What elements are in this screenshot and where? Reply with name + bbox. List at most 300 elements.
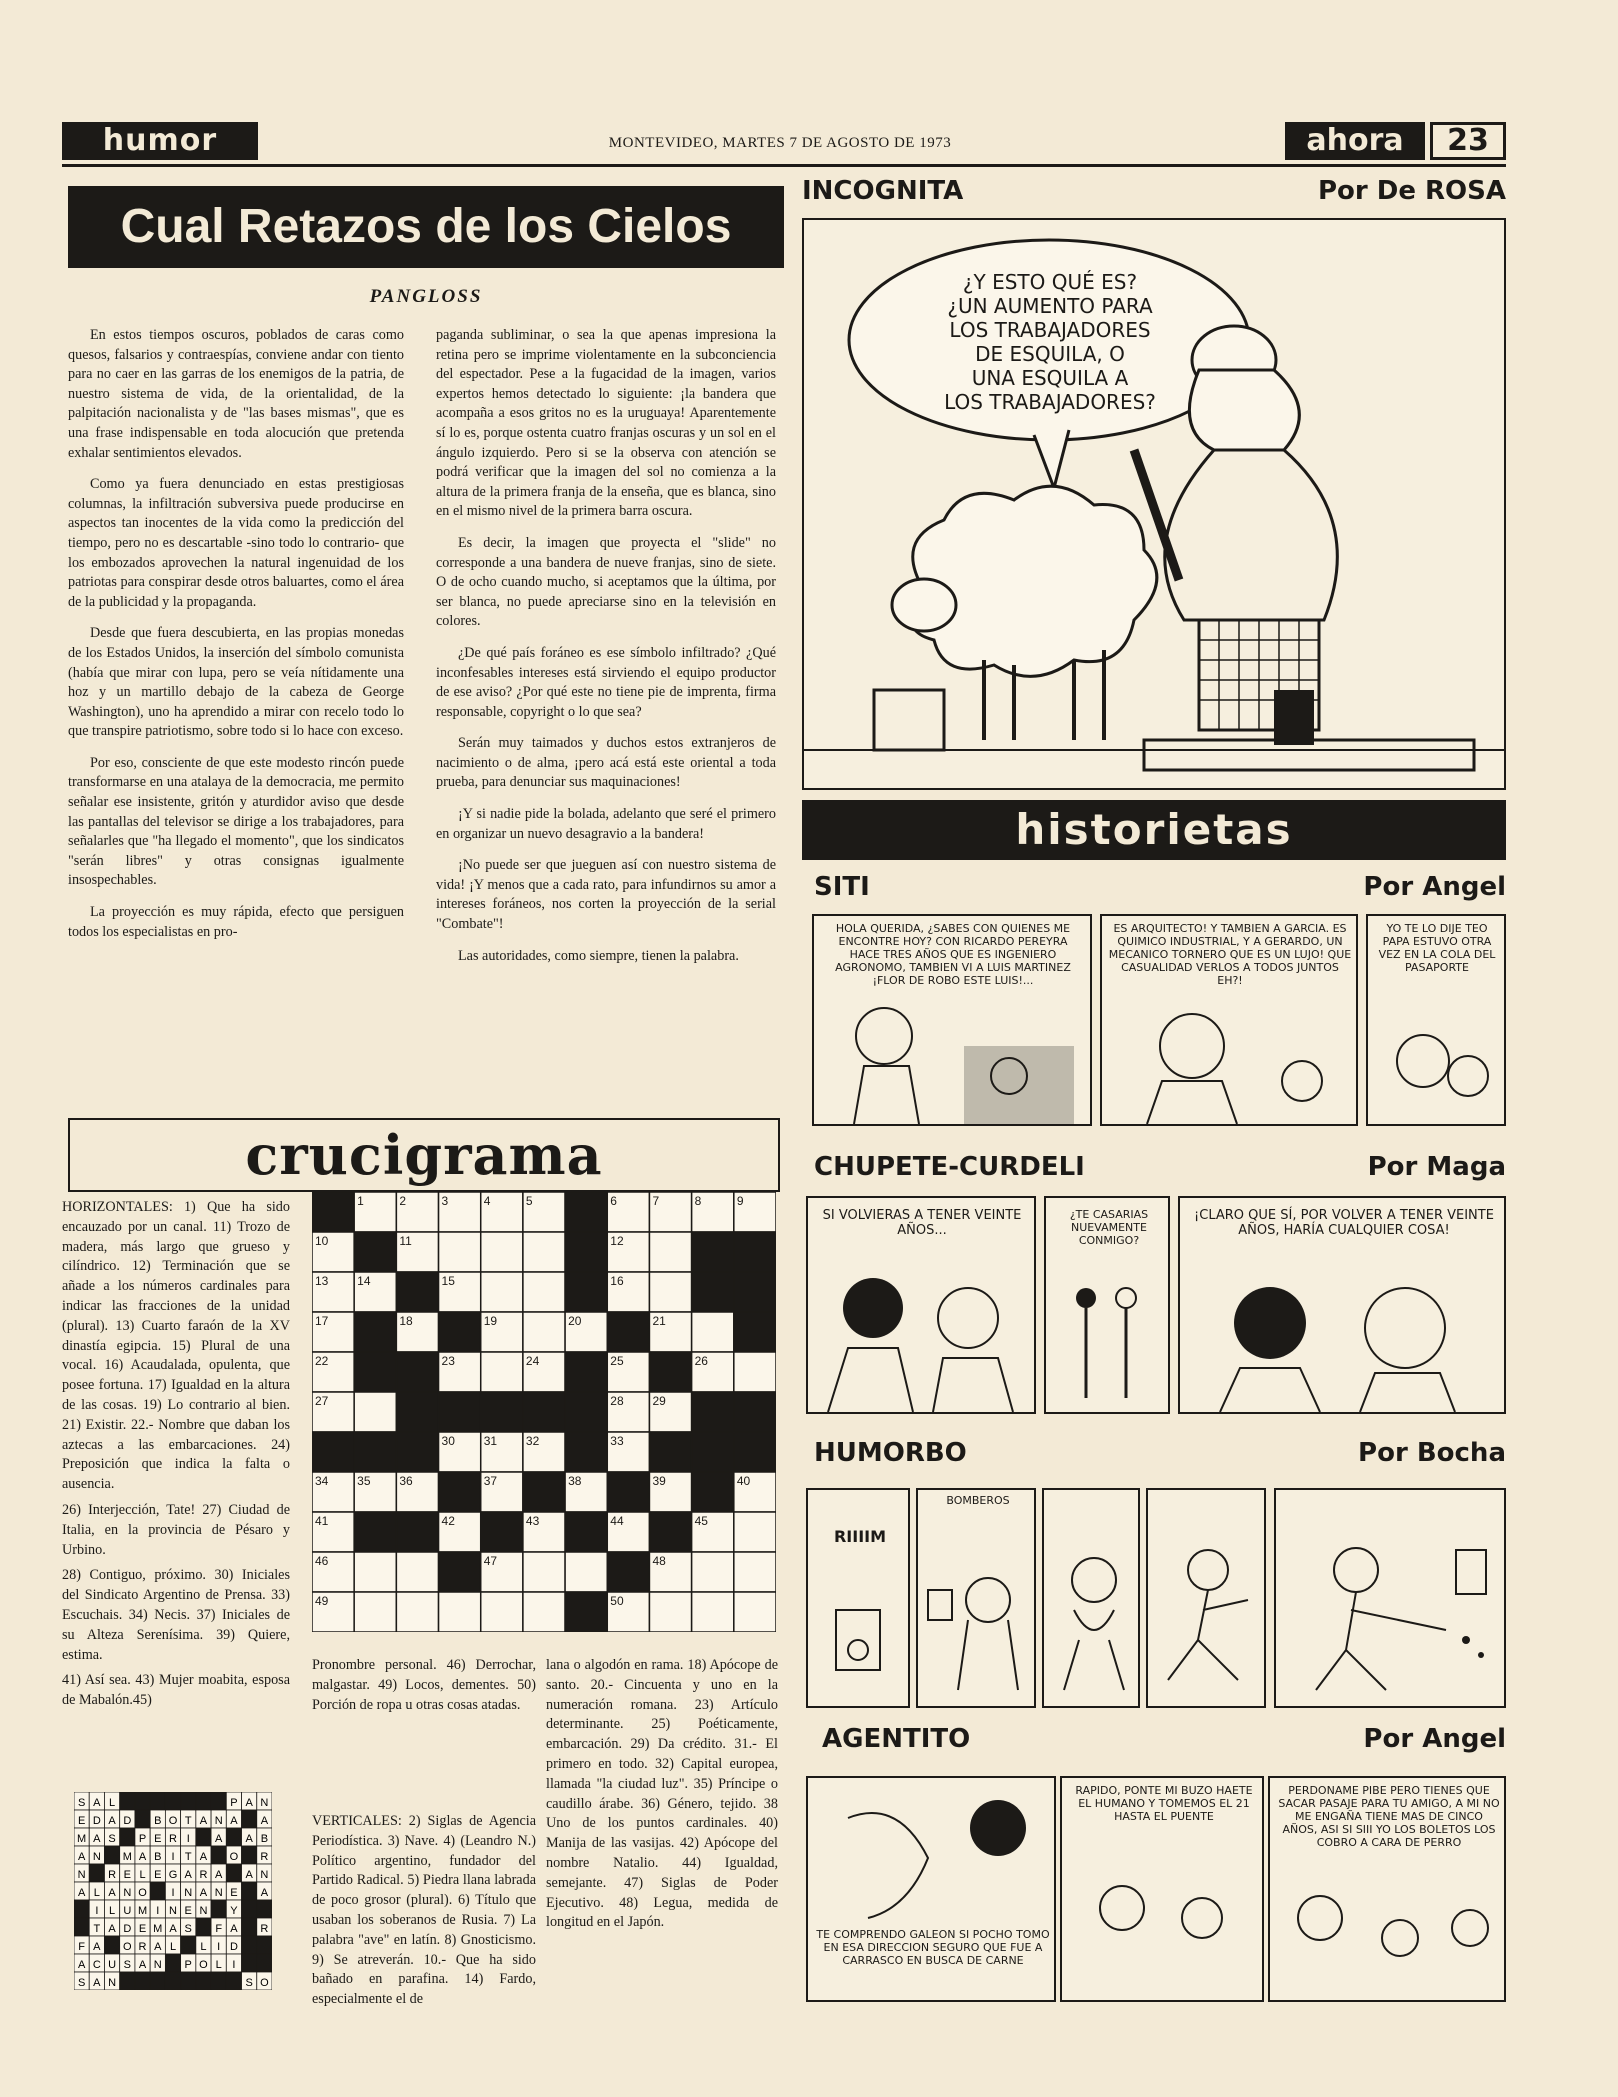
solution-letter: M	[122, 1851, 132, 1864]
solution-letter: S	[184, 1923, 192, 1936]
black-cell	[354, 1312, 396, 1352]
solution-letter: S	[108, 1833, 116, 1846]
incognita-label: INCOGNITA	[802, 176, 964, 206]
black-cell	[734, 1272, 776, 1312]
solution-letter: R	[169, 1833, 177, 1846]
solution-letter: N	[92, 1851, 101, 1864]
solution-black-cell	[165, 1954, 180, 1972]
cell-number: 41	[315, 1514, 329, 1528]
solution-letter: S	[77, 1797, 86, 1810]
black-cell	[565, 1592, 607, 1632]
solution-letter: I	[156, 1905, 160, 1918]
fire-station-sign: BOMBEROS	[946, 1494, 1010, 1507]
grid-cell	[649, 1592, 691, 1632]
solution-letter: A	[260, 1887, 269, 1900]
solution-letter: O	[260, 1977, 269, 1990]
solution-black-cell	[242, 1900, 257, 1918]
fireman-drawing-4	[1276, 1490, 1504, 1706]
black-cell	[439, 1312, 481, 1352]
paragraph: Como ya fuera denunciado en estas prestigiosas columnas, la infiltración subversiva puede producirse en aspectos tan inocentes de la vida como la predicción del tiempo, pero no es descartable -sino todo lo contrario- que los embozados aprovechen la natural ingenuidad de los patriotas para conspirar desde otros baluartes, como el área de la publicidad y la propaganda.	[68, 476, 404, 610]
solution-letter: L	[200, 1941, 207, 1954]
cell-number: 40	[736, 1474, 751, 1488]
paragraph: ¡Y si nadie pide la bolada, adelanto que seré el primero en organizar un nuevo desagravio a la bandera!	[436, 806, 776, 842]
paragraph: Las autoridades, como siempre, tienen la palabra.	[458, 947, 739, 964]
cell-number: 12	[610, 1234, 624, 1248]
strip-label-humorbo: HUMORBO	[814, 1438, 967, 1468]
black-cell	[607, 1312, 649, 1352]
fireman-drawing-1	[918, 1490, 1034, 1706]
solution-black-cell	[165, 1792, 180, 1810]
solution-black-cell	[196, 1792, 211, 1810]
grid-cell	[396, 1592, 438, 1632]
article-author: PANGLOSS	[369, 286, 483, 307]
solution-black-cell	[120, 1792, 135, 1810]
clue-block: 41) Así sea. 43) Mujer moabita, esposa de Mabalón.45)	[62, 1672, 290, 1709]
paragraph: ¿De qué país foráneo es ese símbolo infiltrado? ¿Qué inconfesables intereses está sirviendo el equipo productor de ese aviso? ¿Por qué este no tiene pie de imprenta, firma responsable, copyright o lo que sea?	[436, 644, 776, 720]
grid-cell	[734, 1512, 776, 1552]
grid-cell	[649, 1272, 691, 1312]
solution-letter: Y	[230, 1905, 238, 1918]
grid-cell	[439, 1232, 481, 1272]
historietas-title: historietas	[802, 800, 1506, 860]
solution-black-cell	[242, 1954, 257, 1972]
cell-number: 13	[315, 1274, 329, 1288]
black-cell	[396, 1432, 438, 1472]
solution-black-cell	[242, 1846, 257, 1864]
solution-black-cell	[211, 1792, 226, 1810]
solution-letter: A	[199, 1815, 208, 1828]
solution-black-cell	[104, 1846, 119, 1864]
paragraph: Desde que fuera descubierta, en las propias monedas de los Estados Unidos, la inserción del símbolo comunista (había que mirar con lupa, pero se veía nítidamente una hoz y un martillo debajo de la cabeza de George Washington), uno ha aprendido a mirar con recelo todo lo que transpire patriotismo, sobre todo si lo hace con exceso.	[68, 625, 404, 740]
solution-black-cell	[150, 1882, 165, 1900]
speech-bubble: ES ARQUITECTO! Y TAMBIEN A GARCIA. ES QUIMICO INDUSTRIAL, Y A GERARDO, UN MECANICO TORNERO QUE ES UN LUJO! QUE CASUALIDAD VERLOS A TODOS JUNTOS EH?!	[1108, 922, 1352, 987]
solution-black-cell	[181, 1792, 196, 1810]
solution-letter: L	[215, 1959, 222, 1972]
header-rule	[62, 164, 1506, 167]
solution-letter: T	[184, 1851, 192, 1864]
humorbo-panel-4	[1146, 1488, 1266, 1708]
solution-letter: O	[168, 1815, 178, 1828]
paragraph: La proyección es muy rápida, efecto que persiguen todos los especialistas en pro-	[68, 904, 404, 940]
humorbo-panel-5	[1274, 1488, 1506, 1708]
grid-cell	[649, 1232, 691, 1272]
solution-letter: R	[199, 1869, 208, 1882]
solution-black-cell	[196, 1972, 211, 1990]
clue-block: HORIZONTALES: 1) Que ha sido encauzado por un canal. 11) Trozo de madera, más largo que grueso y cilíndrico. 12) Terminación que se añade a los números cardinales para indicar las fracciones de la unidad (plural). 13) Cuarto faraón de la XV dinastía egipcia. 15) Plural de una vocal. 16) Acaudalada, opulenta, que posee fortuna. 17) Igualdad en la altura de las cosas. 19) Lo contrario al bien. 21) Existir. 22.- Nombre que daban los aztecas a las embarcaciones. 24) Preposición que indica la falta o ausencia.	[62, 1199, 290, 1493]
speech-bubble: PERDONAME PIBE PERO TIENES QUE SACAR PASAJE PARA TU AMIGO, A MI NO ME ENGAÑA TIENE MAS DE CINCO AÑOS, ASI SI SIII YO LOS BOLETOS LOS COBRO A CARA DE PERRO	[1278, 1784, 1500, 1849]
paragraph: En estos tiempos oscuros, poblados de caras como quesos, falsarios y contraespías, conviene andar con tiento para no caer en las garras de los enemigos de la patria, de nuestro sistema de vida, de la orientalidad, de la palpitación nacionalista y de "las bases mismas", que es una frase indispensable en toda alocución que pretenda exhalar sentimientos elevados.	[68, 327, 404, 461]
solution-black-cell	[242, 1936, 257, 1954]
solution-letter: N	[214, 1887, 223, 1900]
cell-number: 46	[315, 1554, 329, 1568]
black-cell	[692, 1472, 734, 1512]
solution-letter: A	[260, 1815, 269, 1828]
black-cell	[396, 1352, 438, 1392]
solution-letter: F	[78, 1941, 85, 1954]
solution-letter: I	[171, 1887, 175, 1900]
solution-letter: A	[230, 1815, 238, 1828]
speech-bubble: SI VOLVIERAS A TENER VEINTE AÑOS...	[822, 1208, 1022, 1238]
crossword-title: crucigrama	[245, 1123, 603, 1187]
horizontal-clues	[62, 1198, 290, 1717]
cell-number: 20	[568, 1314, 582, 1328]
cell-number: 17	[315, 1314, 329, 1328]
cell-number: 48	[652, 1554, 666, 1568]
cell-number: 15	[441, 1274, 455, 1288]
solution-letter: B	[154, 1851, 162, 1864]
cell-number: 16	[610, 1274, 624, 1288]
page-number: 23	[1430, 122, 1506, 160]
strip-credit-siti: Por Angel	[1363, 872, 1506, 902]
cell-number: 49	[315, 1594, 329, 1608]
bubble-line: UNA ESQUILA A	[971, 366, 1129, 390]
solution-letter: A	[245, 1869, 253, 1882]
fireman-drawing-2	[1044, 1490, 1138, 1706]
grid-cell	[354, 1592, 396, 1632]
cell-number: 39	[652, 1474, 666, 1488]
solution-letter: R	[108, 1869, 117, 1882]
cell-number: 26	[694, 1354, 708, 1368]
cell-number: 19	[483, 1314, 498, 1328]
solution-letter: S	[245, 1977, 253, 1990]
black-cell	[565, 1352, 607, 1392]
solution-black-cell	[74, 1918, 89, 1936]
solution-letter: R	[138, 1941, 147, 1954]
solution-black-cell	[257, 1936, 272, 1954]
black-cell	[523, 1472, 565, 1512]
article-title: Cual Retazos de los Cielos	[68, 186, 784, 268]
solution-letter: A	[108, 1887, 116, 1900]
grid-cell	[523, 1272, 565, 1312]
solution-black-cell	[257, 1954, 272, 1972]
solution-letter: R	[260, 1923, 269, 1936]
cell-number: 50	[610, 1594, 624, 1608]
grid-cell	[692, 1592, 734, 1632]
incognita-credit: Por De ROSA	[1317, 176, 1506, 206]
black-cell	[607, 1552, 649, 1592]
solution-letter: I	[171, 1851, 175, 1864]
grid-cell	[692, 1312, 734, 1352]
black-cell	[565, 1192, 607, 1232]
solution-letter: N	[169, 1905, 177, 1918]
paragraph: Por eso, consciente de que este modesto rincón puede transformarse en una atalaya de la democracia, me permito señalar ese insistente, gritón y aturdidor aviso que desde las pantallas del televisor se dirige a los trabajadores, para señalarles que "ha llegado el momento", que los sindicatos "serán libres" y otras consignas igualmente insospechables.	[68, 754, 404, 889]
solution-letter: M	[153, 1923, 163, 1936]
cell-number: 33	[610, 1434, 624, 1448]
grid-cell	[692, 1552, 734, 1592]
solution-letter: B	[154, 1815, 162, 1828]
article-column-1	[68, 326, 404, 954]
bubble-line: LOS TRABAJADORES	[949, 318, 1151, 342]
strip-label-siti: SITI	[814, 872, 870, 902]
solution-letter: I	[232, 1959, 236, 1972]
solution-letter: A	[184, 1869, 192, 1882]
black-cell	[396, 1272, 438, 1312]
solution-black-cell	[242, 1882, 257, 1900]
agentito-panel-2	[1060, 1776, 1264, 2002]
solution-letter: L	[109, 1905, 116, 1918]
solution-letter: A	[138, 1851, 147, 1864]
solution-black-cell	[181, 1936, 196, 1954]
solution-letter: O	[199, 1959, 208, 1972]
grid-cell	[481, 1272, 523, 1312]
grid-cell	[734, 1592, 776, 1632]
fireman-drawing-3	[1148, 1490, 1264, 1706]
chupete-panel-1	[806, 1196, 1036, 1414]
solution-letter: E	[77, 1815, 86, 1828]
cell-number: 32	[525, 1434, 540, 1448]
solution-black-cell	[181, 1972, 196, 1990]
black-cell	[692, 1232, 734, 1272]
solution-letter: D	[92, 1815, 101, 1828]
grid-cell	[523, 1592, 565, 1632]
siti-panel-3	[1366, 914, 1506, 1126]
cell-number: 5	[525, 1194, 533, 1208]
humorbo-panel-2	[916, 1488, 1036, 1708]
solution-letter: D	[123, 1815, 132, 1828]
solution-letter: P	[230, 1797, 238, 1810]
cell-number: 1	[357, 1194, 364, 1208]
solution-letter: A	[154, 1941, 162, 1954]
grid-cell	[481, 1232, 523, 1272]
crossword-grid	[312, 1192, 776, 1632]
black-cell	[565, 1432, 607, 1472]
black-cell	[439, 1392, 481, 1432]
grid-cell	[734, 1352, 776, 1392]
solution-letter: U	[108, 1959, 117, 1972]
speech-bubble: ¿TE CASARIAS NUEVAMENTE CONMIGO?	[1069, 1208, 1149, 1247]
grid-cell	[523, 1232, 565, 1272]
black-cell	[692, 1392, 734, 1432]
cell-number: 37	[483, 1474, 498, 1488]
strip-label-chupete: CHUPETE-CURDELI	[814, 1152, 1085, 1182]
grid-cell	[565, 1552, 607, 1592]
solution-letter: G	[168, 1869, 178, 1882]
horizontal-clues-cont: Pronombre personal. 46) Derrochar, malgastar. 49) Locos, dementes. 50) Porción de ropa u otras cosas atadas.	[312, 1657, 536, 1713]
cell-number: 3	[441, 1194, 449, 1208]
solution-letter: N	[199, 1905, 208, 1918]
speech-bubble: RAPIDO, PONTE MI BUZO HAETE EL HUMANO Y TOMEMOS EL 21 HASTA EL PUENTE	[1075, 1784, 1253, 1823]
cell-number: 45	[694, 1514, 708, 1528]
speech-bubble: ¡CLARO QUE SÍ, POR VOLVER A TENER VEINTE AÑOS, HARÍA CUALQUIER COSA!	[1194, 1208, 1494, 1238]
solution-letter: A	[245, 1797, 253, 1810]
speech-bubble	[872, 270, 1228, 414]
grid-cell	[481, 1592, 523, 1632]
vertical-clues-cont: lana o algodón en rama. 18) Apócope de santo. 20.- Cincuenta y uno en la numeración romana. 23) Artículo determinante. 25) Poéticamente, embarcación. 29) Da crédito. 31.- El primero en todo. 32) Capital europea, llamada "la ciudad luz". 35) Príncipe o caudillo árabe. 36) Género, tejido. 38 Uno de los puntos cardinales. 40) Manija de las vasijas. 42) Apócope del nombre Natalio. 44) Igualdad, semejante. 47) Siglas de Poder Ejecutivo. 48) Legua, medida de longitud en el Japón.	[546, 1657, 778, 1931]
grid-cell	[354, 1392, 396, 1432]
black-cell	[565, 1392, 607, 1432]
speech-bubble: YO TE LO DIJE TEO PAPA ESTUVO OTRA VEZ EN LA COLA DEL PASAPORTE	[1378, 922, 1496, 974]
speech-bubble: HOLA QUERIDA, ¿SABES CON QUIENES ME ENCONTRE HOY? CON RICARDO PEREYRA HACE TRES AÑOS QUE ES INGENIERO AGRONOMO, TAMBIEN VI A LUIS MARTINEZ ¡FLOR DE ROBO ESTE LUIS!...	[835, 922, 1071, 987]
solution-black-cell	[74, 1900, 89, 1918]
solution-letter: A	[93, 1797, 101, 1810]
black-cell	[649, 1352, 691, 1392]
phone-drawing	[808, 1490, 908, 1706]
solution-letter: A	[93, 1941, 101, 1954]
solution-letter: N	[260, 1869, 269, 1882]
black-cell	[312, 1432, 354, 1472]
solution-letter: R	[260, 1851, 269, 1864]
black-cell	[354, 1352, 396, 1392]
agentito-panel-3	[1268, 1776, 1506, 2002]
solution-letter: A	[199, 1887, 208, 1900]
bubble-line: DE ESQUILA, O	[975, 342, 1125, 366]
solution-black-cell	[242, 1918, 257, 1936]
solution-black-cell	[242, 1810, 257, 1828]
grid-cell	[481, 1352, 523, 1392]
humorbo-panel-1	[806, 1488, 910, 1708]
black-cell	[734, 1232, 776, 1272]
solution-letter: N	[260, 1797, 269, 1810]
strip-credit-agentito: Por Angel	[1363, 1724, 1506, 1754]
solution-letter: A	[138, 1959, 147, 1972]
black-cell	[649, 1512, 691, 1552]
solution-letter: N	[108, 1977, 117, 1990]
black-cell	[565, 1512, 607, 1552]
solution-letter: A	[169, 1923, 177, 1936]
vertical-clues: VERTICALES: 2) Siglas de Agencia Periodística. 3) Nave. 4) (Leandro N.) Político argentino, fundador del Partido Radical. 5) Piedra llana labrada de poco grosor (plural). 6) Título que usaban los soberanos de Rusia. 7) La palabra "ave" en latín. 8) Gnosticismo. 9) Se atreverán. 10.- Que ha sido bañado en parafina. 14) Fardo, especialmente el de	[312, 1813, 536, 2008]
cell-number: 28	[610, 1394, 624, 1408]
strip-credit-chupete: Por Maga	[1367, 1152, 1506, 1182]
cell-number: 47	[483, 1554, 498, 1568]
cell-number: 7	[652, 1194, 660, 1208]
black-cell	[734, 1392, 776, 1432]
solution-letter: L	[93, 1887, 100, 1900]
solution-black-cell	[150, 1972, 165, 1990]
solution-letter: L	[139, 1869, 146, 1882]
sound-effect: RIIIIM	[833, 1527, 887, 1546]
cell-number: 11	[399, 1234, 412, 1248]
siti-panel-1	[812, 914, 1092, 1126]
solution-black-cell	[211, 1846, 226, 1864]
black-cell	[312, 1192, 354, 1232]
black-cell	[734, 1432, 776, 1472]
bubble-line: LOS TRABAJADORES?	[944, 390, 1156, 414]
solution-letter: A	[215, 1869, 223, 1882]
solution-letter: O	[229, 1851, 239, 1864]
grid-cell	[523, 1312, 565, 1352]
cell-number: 10	[315, 1234, 329, 1248]
cell-number: 43	[525, 1514, 540, 1528]
black-cell	[649, 1432, 691, 1472]
cell-number: 14	[357, 1274, 371, 1288]
speech-bubble: TE COMPRENDO GALEON SI POCHO TOMO EN ESA DIRECCION SEGURO QUE FUE A CARRASCO EN BUSCA DE CARNE	[816, 1928, 1050, 1967]
agentito-panel-1	[806, 1776, 1056, 2002]
solution-letter: A	[77, 1887, 86, 1900]
solution-letter: E	[184, 1905, 192, 1918]
solution-letter: B	[260, 1833, 269, 1846]
previous-solution-grid	[74, 1792, 272, 1990]
solution-letter: N	[214, 1815, 223, 1828]
solution-letter: A	[215, 1833, 223, 1846]
solution-black-cell	[211, 1900, 226, 1918]
black-cell	[565, 1232, 607, 1272]
solution-letter: A	[77, 1959, 86, 1972]
solution-letter: T	[184, 1815, 192, 1828]
solution-black-cell	[89, 1864, 104, 1882]
strip-label-agentito: AGENTITO	[822, 1724, 971, 1754]
black-cell	[354, 1232, 396, 1272]
chupete-panel-3	[1178, 1196, 1506, 1414]
black-cell	[396, 1512, 438, 1552]
black-cell	[354, 1432, 396, 1472]
black-cell	[439, 1472, 481, 1512]
solution-letter: P	[184, 1959, 192, 1972]
solution-black-cell	[104, 1936, 119, 1954]
solution-letter: N	[184, 1887, 193, 1900]
cell-number: 24	[525, 1354, 540, 1368]
solution-letter: A	[108, 1923, 116, 1936]
black-cell	[734, 1312, 776, 1352]
solution-letter: E	[230, 1887, 238, 1900]
grid-cell	[354, 1552, 396, 1592]
solution-black-cell	[135, 1972, 150, 1990]
solution-letter: O	[123, 1941, 132, 1954]
solution-letter: I	[186, 1833, 190, 1846]
cell-number: 2	[399, 1194, 407, 1208]
solution-letter: S	[77, 1977, 86, 1990]
paper-name: ahora	[1285, 122, 1425, 160]
date-line: MONTEVIDEO, MARTES 7 DE AGOSTO DE 1973	[608, 135, 952, 151]
solution-letter: I	[95, 1905, 99, 1918]
solution-letter: A	[245, 1833, 253, 1846]
solution-letter: L	[109, 1797, 116, 1810]
black-cell	[481, 1512, 523, 1552]
cell-number: 18	[399, 1314, 413, 1328]
paragraph: paganda subliminar, o sea la que apenas impresiona la retina pero se imprime violentamente en la subconciencia del espectador. Pese a la fugacidad de la imagen, varios expertos hemos detectado lo siguiente: ¡la bandera que acompaña a esos gritos no es la uruguaya! Aparentemente sí lo es, porque ostenta cuatro franjas oscuras y un sol en el ángulo izquierdo. Pero si se la observa con atención se podrá verificar que la imagen del sol no comienza a la altura de la primera franja de la enseña, que es blanca, sino en el mismo nivel de la primera barra oscura.	[436, 327, 776, 520]
solution-letter: P	[138, 1833, 147, 1846]
solution-black-cell	[226, 1972, 241, 1990]
cell-number: 21	[652, 1314, 666, 1328]
solution-letter: N	[123, 1887, 132, 1900]
grid-cell	[396, 1552, 438, 1592]
cell-number: 34	[315, 1474, 329, 1488]
black-cell	[354, 1512, 396, 1552]
solution-letter: S	[123, 1959, 131, 1972]
solution-letter: A	[93, 1833, 101, 1846]
solution-black-cell	[226, 1864, 241, 1882]
cell-number: 22	[315, 1354, 329, 1368]
paragraph: Serán muy taimados y duchos estos extranjeros de nacimiento o de alma, ¡pero acá está este oriental a toda prueba, para denunciar sus maquinaciones!	[436, 735, 776, 791]
solution-letter: M	[77, 1833, 87, 1846]
solution-letter: A	[77, 1851, 86, 1864]
clue-block: 28) Contiguo, próximo. 30) Iniciales del Sindicato Argentino de Prensa. 33) Escuchais. 34) Necis. 37) Iniciales de su Alteza Serenísima. 39) Quiere, estima.	[62, 1567, 290, 1663]
strip-credit-humorbo: Por Bocha	[1358, 1438, 1506, 1468]
black-cell	[396, 1392, 438, 1432]
cell-number: 30	[441, 1434, 455, 1448]
cell-number: 27	[315, 1394, 329, 1408]
solution-letter: D	[229, 1941, 238, 1954]
grid-cell	[523, 1552, 565, 1592]
solution-letter: C	[92, 1959, 101, 1972]
solution-black-cell	[226, 1828, 241, 1846]
cell-number: 8	[694, 1194, 702, 1208]
incognita-cartoon	[802, 218, 1506, 790]
solution-black-cell	[165, 1972, 180, 1990]
black-cell	[439, 1552, 481, 1592]
grid-cell	[734, 1552, 776, 1592]
cell-number: 4	[483, 1194, 491, 1208]
solution-letter: O	[138, 1887, 147, 1900]
solution-letter: E	[154, 1869, 162, 1882]
solution-letter: A	[108, 1815, 116, 1828]
paragraph: ¡No puede ser que jueguen así con nuestro sistema de vida! ¡Y menos que a cada rato, para infundirnos su amor a intereses foráneos, nos corten la proyección de la serial "Combate"!	[436, 857, 776, 933]
solution-letter: E	[123, 1869, 131, 1882]
black-cell	[692, 1432, 734, 1472]
solution-letter: D	[123, 1923, 132, 1936]
solution-black-cell	[135, 1792, 150, 1810]
cell-number: 36	[399, 1474, 413, 1488]
cell-number: 29	[652, 1394, 666, 1408]
